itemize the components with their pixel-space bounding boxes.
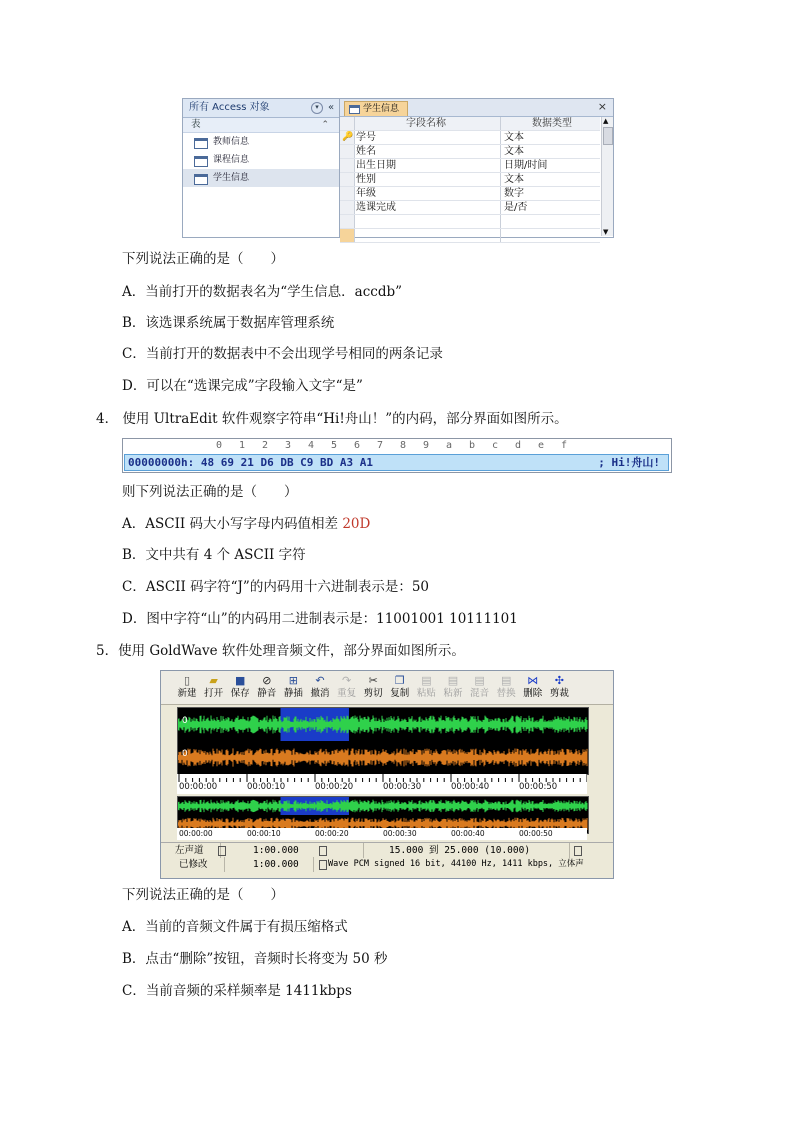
toolbar-button-cut[interactable] bbox=[361, 674, 385, 702]
toolbar-button-label: 静插 bbox=[283, 688, 303, 699]
ruler-digit: 7 bbox=[377, 440, 384, 451]
toolbar-button-label: 打开 bbox=[204, 688, 224, 699]
q3-option-a: A．当前打开的数据表名为“学生信息．accdb” bbox=[122, 284, 403, 300]
ruler-digit: 6 bbox=[354, 440, 361, 451]
nav-group-label: 表 bbox=[191, 119, 201, 130]
ruler-digit: d bbox=[515, 440, 522, 451]
row-selector-header bbox=[340, 117, 355, 130]
row-selector[interactable] bbox=[340, 187, 355, 200]
toolbar-button-undo[interactable] bbox=[308, 674, 332, 702]
q4-option-b: B．文中共有 4 个 ASCII 字符 bbox=[122, 547, 306, 563]
vertical-scrollbar[interactable] bbox=[601, 117, 613, 236]
field-name-cell[interactable]: 出生日期 bbox=[356, 160, 396, 171]
time-label: 00:00:00 bbox=[179, 782, 218, 792]
table-row-empty[interactable] bbox=[340, 215, 600, 229]
column-header-field-name[interactable]: 字段名称 bbox=[406, 118, 446, 129]
toolbar-button-label: 撤消 bbox=[310, 688, 330, 699]
collapse-icon[interactable]: « bbox=[328, 102, 335, 113]
paste-new-icon: ▤ bbox=[447, 674, 459, 687]
toolbar-button-save[interactable] bbox=[228, 674, 252, 702]
q5-option-c: C．当前音频的采样频率是 1411kbps bbox=[122, 983, 352, 999]
field-name-cell[interactable]: 年级 bbox=[356, 188, 376, 199]
ruler-digit: 5 bbox=[331, 440, 338, 451]
access-window bbox=[182, 98, 614, 238]
time-label: 00:00:30 bbox=[383, 782, 422, 792]
field-name-cell[interactable]: 姓名 bbox=[356, 146, 376, 157]
toolbar-button-paste[interactable] bbox=[414, 674, 438, 702]
ruler-digit: 2 bbox=[262, 440, 269, 451]
ruler-digit: 4 bbox=[308, 440, 315, 451]
collapse-group-icon[interactable]: ⌃ bbox=[321, 120, 329, 130]
toolbar-button-redo[interactable] bbox=[335, 674, 359, 702]
row-selector[interactable] bbox=[340, 215, 355, 228]
toolbar-button-copy[interactable] bbox=[388, 674, 412, 702]
data-type-cell[interactable]: 日期/时间 bbox=[500, 159, 600, 172]
q4-option-a-value: 20D bbox=[342, 516, 371, 532]
goldwave-window bbox=[160, 670, 614, 879]
nav-item-label: 学生信息 bbox=[213, 173, 250, 183]
ruler-digit: b bbox=[469, 440, 476, 451]
column-header-data-type[interactable]: 数据类型 bbox=[500, 117, 600, 130]
hex-bytes: 00000000h: 48 69 21 D6 DB C9 BD A3 A1 bbox=[128, 456, 374, 469]
grid-header-row bbox=[340, 117, 600, 131]
time-label: 00:00:40 bbox=[451, 829, 485, 838]
new-icon: ▯ bbox=[183, 674, 191, 687]
field-name-cell[interactable]: 性别 bbox=[356, 174, 376, 185]
close-icon[interactable]: × bbox=[597, 100, 607, 113]
toolbar-button-label: 剪裁 bbox=[549, 688, 569, 699]
toolbar-button-mix[interactable] bbox=[468, 674, 492, 702]
goldwave-toolbar bbox=[161, 671, 613, 705]
document-tab-bar bbox=[340, 99, 613, 117]
waveform-view[interactable] bbox=[177, 707, 589, 775]
q4-option-a bbox=[122, 515, 370, 533]
toolbar-button-label: 粘新 bbox=[443, 688, 463, 699]
table-row[interactable] bbox=[340, 187, 600, 201]
time-label: 00:00:40 bbox=[451, 782, 490, 792]
q4-option-a-text: A．ASCII 码大小写字母内码值相差 bbox=[122, 516, 343, 532]
field-name-cell[interactable]: 学号 bbox=[356, 132, 376, 143]
ruler-digit: 3 bbox=[285, 440, 292, 451]
mute-icon: ⊘ bbox=[262, 674, 272, 687]
time-label: 00:00:50 bbox=[519, 829, 553, 838]
toolbar-button-paste-new[interactable] bbox=[441, 674, 465, 702]
time-label: 00:00:30 bbox=[383, 829, 417, 838]
status-marker-icon bbox=[574, 846, 582, 856]
q4-option-d: D．图中字符“山”的内码用二进制表示是：11001001 10111101 bbox=[122, 611, 518, 627]
data-type-cell[interactable]: 文本 bbox=[500, 145, 600, 158]
status-marker-icon bbox=[218, 846, 226, 856]
row-selector[interactable] bbox=[340, 173, 355, 186]
nav-item-label: 教师信息 bbox=[213, 137, 250, 147]
ruler-digit: f bbox=[561, 440, 568, 451]
data-type-cell[interactable]: 是/否 bbox=[500, 201, 600, 214]
insert-silence-icon: ⊞ bbox=[288, 674, 298, 687]
status-bar-top bbox=[161, 842, 613, 858]
table-icon bbox=[194, 156, 208, 167]
nav-item-course[interactable] bbox=[183, 151, 339, 169]
hex-data-line[interactable] bbox=[124, 454, 669, 471]
row-selector[interactable] bbox=[340, 159, 355, 172]
tab-student-info[interactable] bbox=[344, 101, 408, 116]
replace-icon: ▤ bbox=[500, 674, 512, 687]
left-channel-zero: 0 bbox=[182, 716, 188, 726]
scroll-thumb[interactable] bbox=[603, 127, 613, 145]
row-selector[interactable] bbox=[340, 131, 355, 144]
time-label: 00:00:00 bbox=[179, 829, 213, 838]
q5-stem: 下列说法正确的是（ ） bbox=[122, 887, 284, 903]
ruler-digit: a bbox=[446, 440, 453, 451]
paste-icon: ▤ bbox=[421, 674, 432, 687]
dropdown-icon[interactable]: ▾ bbox=[311, 102, 323, 114]
toolbar-button-delete[interactable] bbox=[521, 674, 545, 702]
table-row[interactable] bbox=[340, 159, 600, 173]
nav-pane-header[interactable] bbox=[183, 99, 339, 118]
q3-option-c: C．当前打开的数据表中不会出现学号相同的两条记录 bbox=[122, 346, 443, 362]
new-row-selector[interactable] bbox=[340, 229, 355, 242]
undo-icon: ↶ bbox=[315, 674, 325, 687]
table-row[interactable] bbox=[340, 201, 600, 215]
status-bar-bottom bbox=[161, 857, 613, 872]
q4-stem: 则下列说法正确的是（ ） bbox=[122, 484, 298, 500]
time-label: 00:00:10 bbox=[247, 782, 286, 792]
trim-icon: ✣ bbox=[554, 674, 564, 687]
table-icon bbox=[349, 105, 360, 114]
q5-option-b: B．点击“删除”按钮，音频时长将变为 50 秒 bbox=[122, 951, 388, 967]
save-icon: ■ bbox=[234, 674, 246, 687]
data-type-cell[interactable]: 数字 bbox=[500, 187, 600, 200]
table-row[interactable] bbox=[340, 131, 600, 145]
toolbar-button-replace[interactable] bbox=[494, 674, 518, 702]
nav-item-teacher[interactable] bbox=[183, 133, 339, 151]
table-icon bbox=[194, 138, 208, 149]
toolbar-button-label: 粘贴 bbox=[416, 688, 436, 699]
scroll-down-icon[interactable]: ▼ bbox=[603, 228, 609, 236]
nav-item-label: 课程信息 bbox=[213, 155, 250, 165]
data-type-cell[interactable]: 文本 bbox=[500, 173, 600, 186]
time-label: 00:00:50 bbox=[519, 782, 558, 792]
toolbar-button-label: 保存 bbox=[230, 688, 250, 699]
copy-icon: ❐ bbox=[394, 674, 405, 687]
time-label: 00:00:20 bbox=[315, 782, 354, 792]
data-type-cell[interactable] bbox=[500, 215, 600, 228]
nav-pane-title: 所有 Access 对象 bbox=[189, 102, 270, 113]
toolbar-button-open[interactable] bbox=[202, 674, 226, 702]
ruler-digit: e bbox=[538, 440, 545, 451]
toolbar-button-label: 剪切 bbox=[363, 688, 383, 699]
left-channel-wave bbox=[178, 800, 587, 813]
field-name-cell[interactable]: 选课完成 bbox=[356, 202, 396, 213]
q3-option-b: B．该选课系统属于数据库管理系统 bbox=[122, 315, 335, 331]
table-row[interactable] bbox=[340, 145, 600, 159]
mix-icon: ▤ bbox=[474, 674, 485, 687]
nav-item-student[interactable] bbox=[183, 169, 339, 187]
ruler-digit: c bbox=[492, 440, 499, 451]
toolbar-button-label: 复制 bbox=[390, 688, 410, 699]
time-label: 00:00:20 bbox=[315, 829, 349, 838]
status-length: 1:00.000 bbox=[253, 843, 364, 858]
status-marker-icon bbox=[319, 860, 327, 870]
q3-stem: 下列说法正确的是（ ） bbox=[122, 251, 284, 267]
q4-option-c: C．ASCII 码字符“J”的内码用十六进制表示是：50 bbox=[122, 579, 430, 595]
ruler-digit: 1 bbox=[239, 440, 246, 451]
waveform-svg bbox=[178, 708, 588, 774]
navigation-pane bbox=[183, 99, 340, 237]
data-type-cell[interactable] bbox=[500, 229, 600, 242]
table-row-new[interactable] bbox=[340, 229, 600, 243]
delete-icon: ⋈ bbox=[527, 674, 539, 687]
status-marker-icon bbox=[319, 846, 327, 856]
primary-key-icon: 🔑 bbox=[342, 132, 354, 142]
left-channel-wave bbox=[178, 715, 587, 733]
status-modified: 已修改 bbox=[179, 857, 225, 872]
field-grid bbox=[340, 117, 600, 243]
toolbar-button-label: 静音 bbox=[257, 688, 277, 699]
scroll-up-icon[interactable]: ▲ bbox=[603, 117, 609, 125]
toolbar-button-label: 替换 bbox=[496, 688, 516, 699]
toolbar-button-insert-silence[interactable] bbox=[281, 674, 305, 702]
hex-text-column: ; Hi!舟山! bbox=[598, 456, 660, 469]
cut-icon: ✂ bbox=[368, 674, 378, 687]
toolbar-button-label: 删除 bbox=[523, 688, 543, 699]
row-selector[interactable] bbox=[340, 145, 355, 158]
nav-group-tables[interactable] bbox=[183, 118, 339, 133]
ruler-digit: 0 bbox=[216, 440, 223, 451]
time-label: 00:00:10 bbox=[247, 829, 281, 838]
ultraedit-hex-view bbox=[122, 438, 672, 473]
table-design-view bbox=[340, 99, 613, 237]
toolbar-button-label: 重复 bbox=[337, 688, 357, 699]
toolbar-button-trim[interactable] bbox=[547, 674, 571, 702]
table-icon bbox=[194, 174, 208, 185]
status-length-2: 1:00.000 bbox=[253, 857, 314, 872]
toolbar-button-label: 混音 bbox=[470, 688, 490, 699]
row-selector[interactable] bbox=[340, 201, 355, 214]
q4-title: 4． 使用 UltraEdit 软件观察字符串“Hi!舟山！”的内码，部分界面如图所示。 bbox=[96, 411, 568, 427]
toolbar-button-mute[interactable] bbox=[255, 674, 279, 702]
ruler-ticks bbox=[177, 774, 587, 782]
data-type-cell[interactable]: 文本 bbox=[500, 131, 600, 144]
right-channel-zero: 0 bbox=[182, 749, 188, 759]
status-format: Wave PCM signed 16 bit, 44100 Hz, 1411 kbps, 立体声 bbox=[328, 859, 584, 869]
table-row[interactable] bbox=[340, 173, 600, 187]
status-selection: 15.000 到 25.000 (10.000) bbox=[389, 843, 570, 858]
redo-icon: ↷ bbox=[341, 674, 352, 687]
ruler-digit: 9 bbox=[423, 440, 430, 451]
right-channel-wave bbox=[178, 748, 587, 766]
toolbar-button-new[interactable] bbox=[175, 674, 199, 702]
hex-ruler bbox=[123, 439, 671, 453]
status-channel: 左声道 bbox=[175, 843, 221, 858]
time-ruler bbox=[177, 774, 587, 794]
q5-option-a: A．当前的音频文件属于有损压缩格式 bbox=[122, 919, 348, 935]
q5-title: 5．使用 GoldWave 软件处理音频文件，部分界面如图所示。 bbox=[96, 643, 465, 659]
open-icon: ▰ bbox=[209, 674, 218, 687]
overview-time-ruler bbox=[177, 828, 587, 840]
ruler-digit: 8 bbox=[400, 440, 407, 451]
toolbar-button-label: 新建 bbox=[177, 688, 197, 699]
tab-label: 学生信息 bbox=[363, 104, 400, 114]
q3-option-d: D．可以在“选课完成”字段输入文字“是” bbox=[122, 378, 363, 394]
